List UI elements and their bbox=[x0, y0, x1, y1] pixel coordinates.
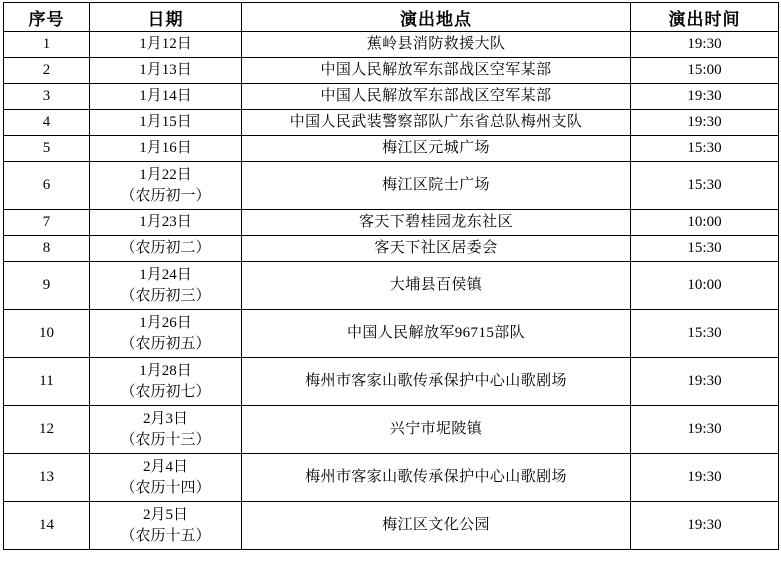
table-row bbox=[4, 84, 779, 110]
date-gregorian: 1月16日 bbox=[139, 140, 192, 157]
date-gregorian: 1月13日 bbox=[139, 62, 192, 79]
date-gregorian: 1月24日 bbox=[139, 267, 192, 284]
table-row bbox=[4, 58, 779, 84]
cell-time: 19:30 bbox=[631, 358, 779, 406]
column-header-place: 演出地点 bbox=[242, 3, 631, 32]
column-header-date: 日期 bbox=[90, 3, 242, 32]
table-row bbox=[4, 310, 779, 358]
cell-date bbox=[90, 58, 242, 84]
cell-time: 15:00 bbox=[631, 58, 779, 84]
cell-sequence: 1 bbox=[4, 32, 90, 58]
document-page bbox=[0, 2, 781, 584]
table-row bbox=[4, 262, 779, 310]
date-lunar: （农历初一） bbox=[120, 187, 211, 204]
cell-time: 15:30 bbox=[631, 162, 779, 210]
cell-date bbox=[90, 84, 242, 110]
cell-place: 中国人民解放军东部战区空军某部 bbox=[242, 58, 631, 84]
cell-place: 梅州市客家山歌传承保护中心山歌剧场 bbox=[242, 358, 631, 406]
date-gregorian: 1月26日 bbox=[139, 315, 192, 332]
cell-sequence: 11 bbox=[4, 358, 90, 406]
cell-place: 客天下碧桂园龙东社区 bbox=[242, 210, 631, 236]
table-row bbox=[4, 358, 779, 406]
table-row bbox=[4, 454, 779, 502]
cell-sequence: 8 bbox=[4, 236, 90, 262]
table-row bbox=[4, 136, 779, 162]
table-row bbox=[4, 502, 779, 550]
cell-place: 中国人民解放军东部战区空军某部 bbox=[242, 84, 631, 110]
date-lunar: （农历十三） bbox=[120, 431, 211, 448]
table-row bbox=[4, 406, 779, 454]
cell-sequence: 14 bbox=[4, 502, 90, 550]
cell-sequence: 2 bbox=[4, 58, 90, 84]
cell-sequence: 6 bbox=[4, 162, 90, 210]
performance-schedule-table bbox=[3, 2, 779, 550]
cell-date bbox=[90, 32, 242, 58]
date-gregorian: 1月12日 bbox=[139, 36, 192, 53]
cell-time: 10:00 bbox=[631, 262, 779, 310]
cell-sequence: 9 bbox=[4, 262, 90, 310]
cell-time: 15:30 bbox=[631, 136, 779, 162]
cell-place: 兴宁市坭陂镇 bbox=[242, 406, 631, 454]
cell-sequence: 7 bbox=[4, 210, 90, 236]
cell-time: 19:30 bbox=[631, 406, 779, 454]
cell-date bbox=[90, 406, 242, 454]
cell-place: 蕉岭县消防救援大队 bbox=[242, 32, 631, 58]
cell-sequence: 5 bbox=[4, 136, 90, 162]
date-lunar: （农历初七） bbox=[120, 383, 211, 400]
cell-time: 19:30 bbox=[631, 502, 779, 550]
cell-date bbox=[90, 310, 242, 358]
date-gregorian: 1月15日 bbox=[139, 114, 192, 131]
date-lunar: （农历初五） bbox=[120, 335, 211, 352]
date-lunar: （农历十五） bbox=[120, 527, 211, 544]
cell-time: 15:30 bbox=[631, 236, 779, 262]
table-header bbox=[4, 3, 779, 32]
cell-time: 19:30 bbox=[631, 110, 779, 136]
date-gregorian: 1月14日 bbox=[139, 88, 192, 105]
cell-date bbox=[90, 358, 242, 406]
column-header-seq: 序号 bbox=[4, 3, 90, 32]
table-row bbox=[4, 32, 779, 58]
date-gregorian: 1月28日 bbox=[139, 363, 192, 380]
table-body bbox=[4, 32, 779, 550]
table-row bbox=[4, 110, 779, 136]
cell-time: 15:30 bbox=[631, 310, 779, 358]
date-gregorian: 1月22日 bbox=[139, 167, 192, 184]
date-gregorian: 2月5日 bbox=[142, 507, 188, 524]
cell-date bbox=[90, 162, 242, 210]
cell-sequence: 12 bbox=[4, 406, 90, 454]
date-gregorian: 2月4日 bbox=[142, 459, 188, 476]
cell-place: 梅州市客家山歌传承保护中心山歌剧场 bbox=[242, 454, 631, 502]
cell-place: 中国人民武装警察部队广东省总队梅州支队 bbox=[242, 110, 631, 136]
column-header-time: 演出时间 bbox=[631, 3, 779, 32]
cell-place: 梅江区文化公园 bbox=[242, 502, 631, 550]
date-lunar: （农历十四） bbox=[120, 479, 211, 496]
table-row bbox=[4, 236, 779, 262]
cell-time: 19:30 bbox=[631, 84, 779, 110]
table-header-row bbox=[4, 3, 779, 32]
cell-time: 19:30 bbox=[631, 454, 779, 502]
cell-place: 梅江区院士广场 bbox=[242, 162, 631, 210]
date-gregorian: （农历初二） bbox=[120, 240, 211, 257]
cell-date bbox=[90, 454, 242, 502]
date-gregorian: 2月3日 bbox=[142, 411, 188, 428]
cell-place: 中国人民解放军96715部队 bbox=[242, 310, 631, 358]
cell-time: 10:00 bbox=[631, 210, 779, 236]
cell-date bbox=[90, 210, 242, 236]
cell-date bbox=[90, 136, 242, 162]
cell-sequence: 13 bbox=[4, 454, 90, 502]
cell-date bbox=[90, 236, 242, 262]
cell-sequence: 10 bbox=[4, 310, 90, 358]
table-row bbox=[4, 210, 779, 236]
cell-time: 19:30 bbox=[631, 32, 779, 58]
cell-date bbox=[90, 110, 242, 136]
cell-place: 客天下社区居委会 bbox=[242, 236, 631, 262]
table-row bbox=[4, 162, 779, 210]
cell-place: 梅江区元城广场 bbox=[242, 136, 631, 162]
date-lunar: （农历初三） bbox=[120, 287, 211, 304]
date-gregorian: 1月23日 bbox=[139, 214, 192, 231]
cell-sequence: 4 bbox=[4, 110, 90, 136]
cell-place: 大埔县百侯镇 bbox=[242, 262, 631, 310]
cell-sequence: 3 bbox=[4, 84, 90, 110]
cell-date bbox=[90, 502, 242, 550]
cell-date bbox=[90, 262, 242, 310]
